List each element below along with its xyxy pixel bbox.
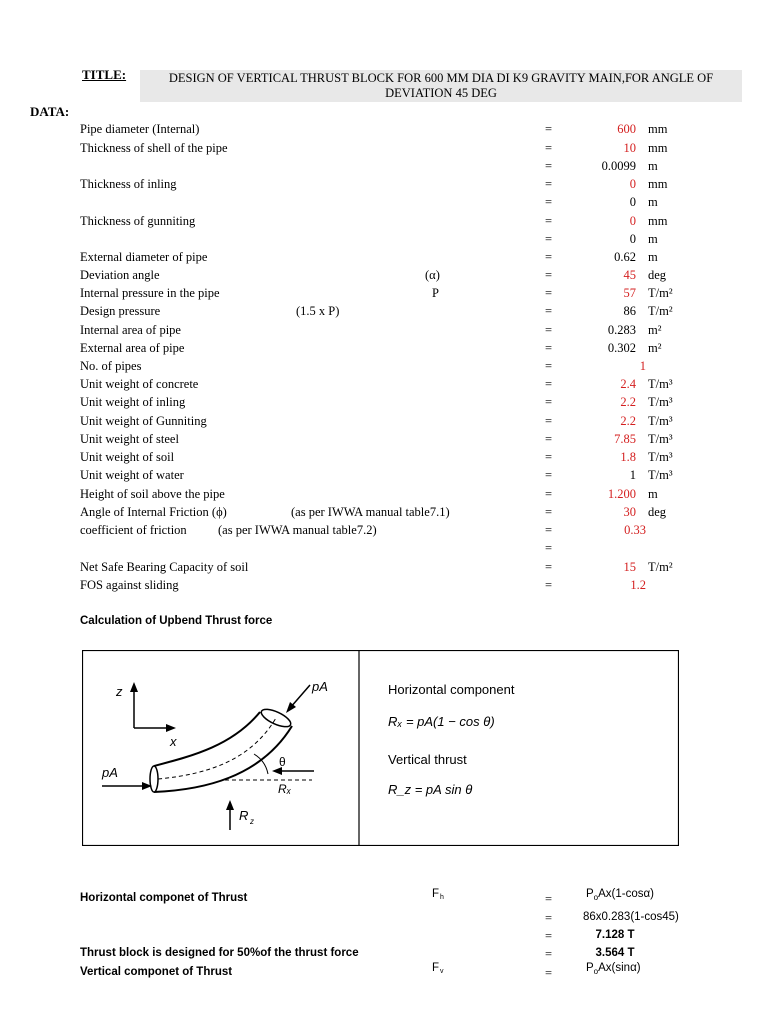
row-unit: mm (648, 122, 668, 136)
pipe-end-left (150, 766, 158, 792)
calc-value: 86x0.283(1-cos45) (583, 911, 679, 923)
calc-equals: = (545, 947, 553, 961)
row-unit: mm (648, 214, 668, 228)
row-unit: m² (648, 341, 662, 355)
row-unit: T/m³ (648, 377, 673, 391)
calc-equals: = (545, 929, 553, 943)
row-label: Unit weight of Gunniting (80, 414, 207, 428)
row-equals: = (545, 159, 553, 173)
calc-symbol: F (432, 888, 440, 900)
row-unit: deg (648, 268, 667, 282)
data-label: DATA: (30, 104, 70, 119)
row-unit: T/m² (648, 286, 673, 300)
row-equals: = (545, 523, 553, 537)
row-value: 0 (629, 195, 636, 209)
row-value: 57 (623, 286, 636, 300)
row-label: Thickness of gunniting (80, 214, 196, 228)
row-equals: = (545, 359, 553, 373)
z-arrow (130, 682, 138, 692)
row-label: Pipe diameter (Internal) (80, 122, 200, 136)
row-equals: = (545, 286, 553, 300)
row-equals: = (545, 487, 553, 501)
row-label: Unit weight of soil (80, 450, 175, 464)
row-equals: = (545, 195, 553, 209)
row-equals: = (545, 541, 553, 555)
row-equals: = (545, 341, 553, 355)
row-value: 0.62 (614, 250, 636, 264)
title-text: DESIGN OF VERTICAL THRUST BLOCK FOR 600 MM DIA DI K9 GRAVITY MAIN,FOR ANGLE OF DEVIATION 45 DEG (168, 71, 714, 100)
x-label: x (170, 734, 177, 749)
row-note: (as per IWWA manual table7.1) (291, 505, 450, 519)
row-unit: m² (648, 323, 662, 337)
row-equals: = (545, 177, 553, 191)
row-note: P (432, 286, 439, 300)
row-equals: = (545, 268, 553, 282)
row-value: 0.302 (607, 341, 636, 355)
row-value: 1 (639, 359, 646, 373)
row-equals: = (545, 232, 553, 246)
row-label: External area of pipe (80, 341, 185, 355)
calc-label: Horizontal componet of Thrust (80, 892, 248, 904)
row-equals: = (545, 450, 553, 464)
calc-value: $P_oAx(\sin\alpha)$ (586, 962, 641, 976)
calc-heading: Calculation of Upbend Thrust force (80, 615, 273, 627)
row-label: Thickness of shell of the pipe (80, 141, 228, 155)
row-label: Thickness of inling (80, 177, 177, 191)
row-label: Design pressure (80, 304, 161, 318)
row-value: 0.33 (624, 523, 646, 537)
row-unit: m (648, 232, 658, 246)
pA-top-label: pA (312, 679, 328, 694)
row-equals: = (545, 414, 553, 428)
row-label: Internal area of pipe (80, 323, 181, 337)
row-equals: = (545, 141, 553, 155)
row-value: 2.2 (620, 395, 636, 409)
row-label: coefficient of friction (80, 523, 187, 537)
row-equals: = (545, 250, 553, 264)
rz-arrow (226, 800, 234, 810)
calc-value: $P_oAx(1-\cos\alpha)$ (586, 888, 654, 902)
calc-equals: = (545, 911, 553, 925)
row-label: Unit weight of concrete (80, 377, 199, 391)
calc-value: 7.128 T (595, 929, 635, 941)
row-unit: m (648, 195, 658, 209)
x-arrow (166, 724, 176, 732)
rz-sub: z (250, 817, 254, 826)
horizontal-title: Horizontal component (388, 682, 515, 697)
row-equals: = (545, 323, 553, 337)
row-note: (α) (425, 268, 440, 282)
row-value: 0.283 (607, 323, 636, 337)
row-unit: T/m² (648, 304, 673, 318)
horizontal-formula: Rₓ = pA(1 − cos θ) (388, 714, 495, 729)
upbend-diagram (82, 650, 679, 846)
z-label: z (116, 684, 123, 699)
row-value: 1.8 (620, 450, 636, 464)
theta-label: θ (279, 755, 286, 769)
row-value: 1.2 (630, 578, 646, 592)
row-unit: mm (648, 141, 668, 155)
calc-label: Thrust block is designed for 50%of the thrust force (80, 947, 359, 959)
row-equals: = (545, 122, 553, 136)
row-unit: m (648, 487, 658, 501)
row-value: 45 (623, 268, 636, 282)
row-label: Internal pressure in the pipe (80, 286, 220, 300)
row-equals: = (545, 304, 553, 318)
row-label: Deviation angle (80, 268, 160, 282)
calc-value: 3.564 T (595, 947, 635, 959)
row-value: 0 (629, 232, 636, 246)
title-label: TITLE: (82, 67, 127, 82)
rz-label: R (239, 808, 249, 823)
row-unit: deg (648, 505, 667, 519)
pA-left-label: pA (102, 765, 118, 780)
row-value: 600 (617, 122, 636, 136)
upbend-figure (82, 650, 679, 846)
row-value: 15 (623, 560, 636, 574)
row-unit: m (648, 159, 658, 173)
row-label: Unit weight of steel (80, 432, 179, 446)
row-label: Unit weight of inling (80, 395, 186, 409)
calc-equals: = (545, 966, 553, 980)
rx-label: Rₓ (278, 782, 292, 796)
row-value: 0.0099 (601, 159, 636, 173)
row-value: 1.200 (607, 487, 636, 501)
row-label: No. of pipes (80, 359, 142, 373)
row-value: 2.4 (620, 377, 636, 391)
row-equals: = (545, 395, 553, 409)
row-label: Net Safe Bearing Capacity of soil (80, 560, 249, 574)
vertical-title: Vertical thrust (388, 752, 467, 767)
row-value: 10 (623, 141, 636, 155)
row-value: 7.85 (614, 432, 636, 446)
row-equals: = (545, 505, 553, 519)
vertical-formula: R_z = pA sin θ (388, 782, 473, 797)
row-equals: = (545, 214, 553, 228)
row-unit: T/m³ (648, 395, 673, 409)
row-equals: = (545, 432, 553, 446)
row-unit: T/m³ (648, 414, 673, 428)
row-label: FOS against sliding (80, 578, 179, 592)
row-equals: = (545, 468, 553, 482)
row-unit: T/m³ (648, 432, 673, 446)
row-value: 2.2 (620, 414, 636, 428)
row-label: Height of soil above the pipe (80, 487, 225, 501)
row-equals: = (545, 578, 553, 592)
row-label: External diameter of pipe (80, 250, 208, 264)
row-unit: T/m² (648, 560, 673, 574)
calc-label: Vertical componet of Thrust (80, 966, 233, 978)
row-equals: = (545, 560, 553, 574)
row-unit: m (648, 250, 658, 264)
calc-symbol: F (432, 962, 440, 974)
row-value: 30 (623, 505, 636, 519)
row-note: (as per IWWA manual table7.2) (218, 523, 377, 537)
row-value: 1 (629, 468, 636, 482)
row-value: 0 (629, 177, 636, 191)
calc-equals: = (545, 892, 553, 906)
calc-symbol-sub: h (440, 894, 444, 901)
row-value: 86 (623, 304, 636, 318)
row-unit: mm (648, 177, 668, 191)
row-note: (1.5 x P) (296, 304, 340, 318)
row-value: 0 (629, 214, 636, 228)
row-unit: T/m³ (648, 450, 673, 464)
calc-symbol-sub: v (440, 968, 444, 975)
row-unit: T/m³ (648, 468, 673, 482)
row-equals: = (545, 377, 553, 391)
row-label: Unit weight of water (80, 468, 184, 482)
row-label: Angle of Internal Friction (ϕ) (80, 505, 227, 519)
